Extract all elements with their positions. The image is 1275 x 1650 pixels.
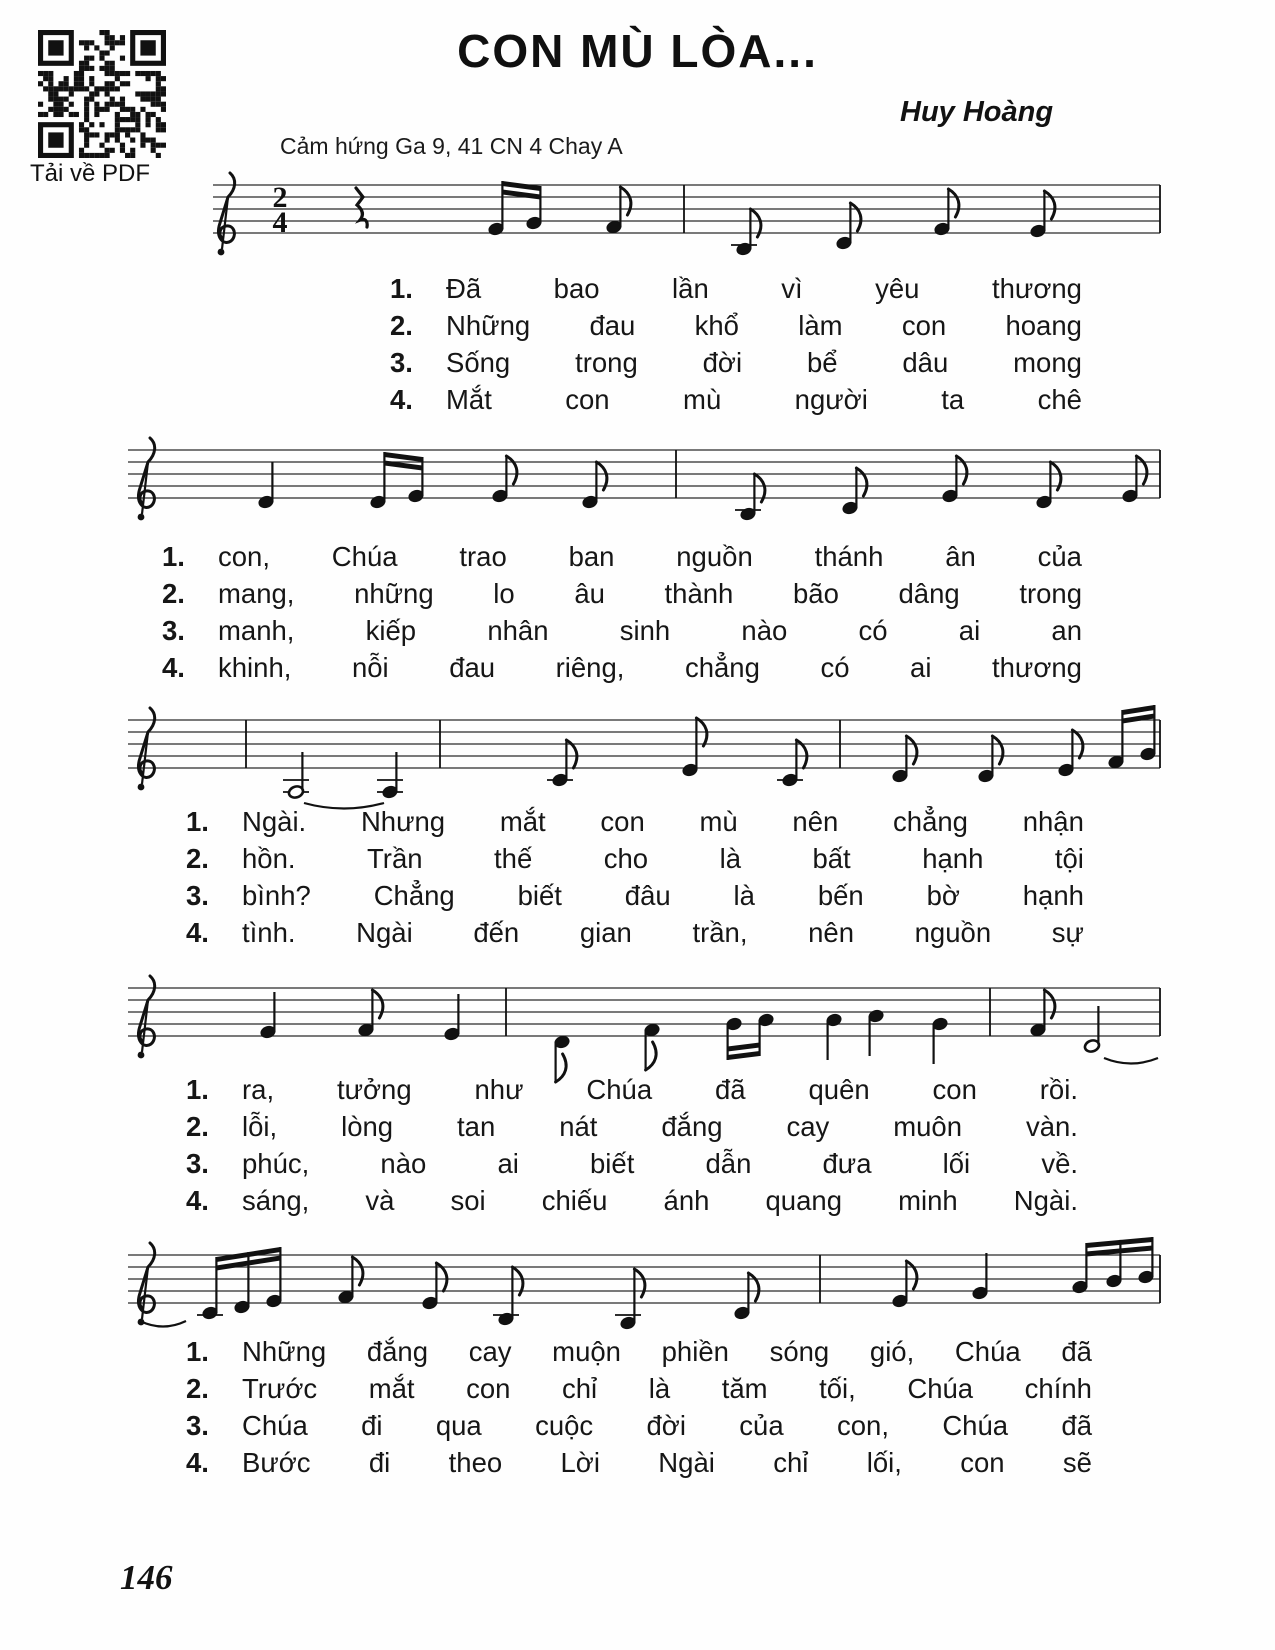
verse-number: 2. [186,1111,209,1142]
lyric-word: sẽ [1062,1447,1092,1478]
lyric-word: Chúa [907,1373,974,1404]
lyric-word: Lời [560,1447,600,1478]
verse-line [186,1108,1078,1145]
lyric-word: đến [473,917,520,948]
lyric-word: nên [792,806,839,837]
lyric-word: đã [1061,1336,1092,1367]
lyric-word: đời [646,1410,686,1441]
lyric-word: Chúa [954,1336,1021,1367]
lyric-word: ra, [242,1074,275,1105]
lyric-word: cuộc [535,1410,594,1441]
verse-number: 3. [162,615,185,646]
lyric-word: nỗi [351,652,389,683]
lyric-word: thành [664,578,734,609]
lyric-word: ai [910,652,932,683]
lyric-word: Ngài. [242,806,307,837]
lyric-word: yêu [875,273,920,304]
lyric-word: khinh, [218,652,292,683]
lyric-word: vì [781,273,803,304]
lyric-word: Trước [242,1373,318,1404]
lyric-word: con [466,1373,511,1404]
lyric-word: mong [1013,347,1082,378]
verse-block-4 [186,1071,1078,1219]
lyric-word: thương [991,273,1082,304]
lyric-word: bến [817,880,864,911]
lyric-word: bể [806,347,838,378]
verse-line [186,803,1084,840]
lyric-word: là [648,1373,671,1404]
verse-number: 1. [186,1074,209,1105]
lyric-word: Những [242,1336,327,1367]
lyric-word: Chúa [331,541,398,572]
verse-number: 1. [186,806,209,837]
lyric-word: lối, [866,1447,902,1478]
lyric-word: đi [368,1447,391,1478]
verse-line [162,538,1082,575]
lyric-word: Sống [446,347,511,378]
lyric-word: những [354,578,434,609]
lyric-word: vàn. [1025,1111,1078,1142]
lyric-word: Chẳng [373,880,455,911]
lyric-word: Trần [367,843,423,874]
lyric-word: như [474,1074,524,1105]
lyric-word: dâng [898,578,960,609]
lyric-word: bờ [926,880,960,911]
composer-name: Huy Hoàng [900,96,1054,128]
lyric-word: chính [1024,1373,1092,1404]
lyric-word: con, [218,541,270,572]
verse-number: 1. [162,541,185,572]
verse-line [186,1407,1092,1444]
lyric-word: con [600,806,645,837]
lyric-word: phúc, [242,1148,310,1179]
lyric-word: nguồn [676,541,753,572]
lyric-word: mắt [368,1373,415,1404]
svg-text:2: 2 [272,181,288,214]
lyric-word: đắng [661,1111,723,1142]
lyric-word: Bước [242,1447,311,1478]
lyric-word: đâu [624,880,671,911]
lyric-word: con [932,1074,977,1105]
lyric-word: Chúa [586,1074,653,1105]
lyric-word: tình. [242,917,296,948]
lyric-word: biết [517,880,562,911]
lyric-word: minh [898,1185,958,1216]
lyric-word: Mắt [446,384,492,415]
lyric-word: tưởng [336,1074,412,1105]
verse-line [390,381,1082,418]
verse-block-1 [390,270,1082,418]
verse-number: 3. [186,1148,209,1179]
lyric-word: mang, [218,578,295,609]
verse-number: 4. [162,652,185,683]
verse-line [186,877,1084,914]
verse-block-3 [186,803,1084,951]
lyric-word: phiền [661,1336,729,1367]
lyric-word: người [794,384,868,415]
lyric-word: đời [702,347,743,378]
verse-number: 4. [390,384,413,415]
inspiration-caption: Cảm hứng Ga 9, 41 CN 4 Chay A [280,133,623,159]
verse-number: 2. [186,843,209,874]
lyric-word: ban [568,541,615,572]
lyric-word: trong [1019,578,1082,609]
lyric-word: sáng, [242,1185,310,1216]
lyric-word: đã [1061,1410,1092,1441]
lyric-word: Ngài. [1013,1185,1078,1216]
lyric-word: ta [941,384,965,415]
lyric-word: Đã [446,273,482,304]
lyric-word: con, [836,1410,889,1441]
lyric-word: nên [808,917,855,948]
lyric-word: chiếu [541,1185,608,1216]
verse-line [186,1444,1092,1481]
lyric-word: biết [590,1148,635,1179]
lyric-word: trao [459,541,507,572]
lyric-word: con [960,1447,1005,1478]
lyric-word: đắng [366,1336,429,1367]
verse-line [186,1333,1092,1370]
lyric-word: nào [741,615,788,646]
lyric-word: Chúa [242,1410,308,1441]
verse-number: 4. [186,917,209,948]
lyric-word: thế [494,843,533,874]
lyric-word: và [365,1185,395,1216]
lyric-word: chẳng [893,806,968,837]
lyric-word: cay [786,1111,830,1142]
lyric-word: của [739,1410,784,1441]
verse-number: 3. [390,347,413,378]
lyric-word: lo [493,578,515,609]
verse-line [162,612,1082,649]
lyric-word: riêng, [555,652,625,683]
verse-line [390,270,1082,307]
svg-text:4: 4 [272,206,288,239]
verse-block-2 [162,538,1082,686]
lyric-word: nát [559,1111,598,1142]
lyric-word: manh, [218,615,295,646]
lyric-word: đau [449,652,496,683]
download-pdf-link[interactable]: Tải về PDF [30,160,151,187]
verse-number: 2. [162,578,185,609]
lyric-word: dâu [902,347,949,378]
lyric-word: chỉ [773,1447,809,1478]
verse-line [186,840,1084,877]
lyric-word: có [858,615,888,646]
lyric-word: về. [1041,1148,1078,1179]
lyric-word: muộn [552,1336,621,1367]
verse-number: 2. [186,1373,209,1404]
lyric-word: đưa [822,1148,872,1179]
lyric-word: nhân [487,615,549,646]
lyric-word: an [1051,615,1082,646]
lyric-word: là [733,880,755,911]
lyric-word: dẫn [705,1148,752,1179]
page-title: CON MÙ LÒA... [457,25,818,77]
lyric-word: lối [942,1148,971,1179]
lyric-word: trong [575,347,638,378]
lyric-word: chẳng [684,652,760,683]
lyric-word: nhận [1022,806,1084,837]
lyric-word: soi [450,1185,486,1216]
lyric-word: chê [1037,384,1082,415]
verse-number: 4. [186,1447,209,1478]
lyric-word: hạnh [922,843,984,874]
lyric-word: lần [672,273,709,304]
lyric-word: nào [380,1148,427,1179]
page-number: 146 [120,1558,173,1597]
lyric-word: sinh [619,615,671,646]
lyric-word: bão [792,578,839,609]
lyric-word: tội [1054,843,1084,874]
verse-block-5 [186,1333,1092,1481]
verse-line [162,575,1082,612]
lyric-word: rồi. [1039,1074,1078,1105]
verse-number: 4. [186,1185,209,1216]
lyric-word: cay [468,1336,512,1367]
lyric-word: Chúa [942,1410,1009,1441]
lyric-word: bao [553,273,600,304]
verse-line [186,1370,1092,1407]
lyric-word: ai [497,1148,519,1179]
verse-number: 1. [390,273,413,304]
lyric-word: đau [589,310,636,341]
lyric-word: hoang [1005,310,1082,341]
lyric-word: mù [683,384,722,415]
lyric-word: kiếp [365,615,417,646]
verse-number: 3. [186,880,209,911]
lyric-word: quang [765,1185,842,1216]
verse-line [186,1071,1078,1108]
lyric-word: ánh [663,1185,710,1216]
lyric-word: đi [361,1410,383,1441]
lyric-word: tan [457,1111,496,1142]
lyric-word: tăm [721,1373,768,1404]
lyric-word: nguồn [914,917,992,948]
lyric-word: Ngài [658,1447,715,1478]
lyric-word: làm [798,310,843,341]
lyric-word: mắt [499,806,546,837]
lyric-word: mù [699,806,738,837]
lyric-word: chỉ [562,1373,598,1404]
lyric-word: ai [958,615,981,646]
lyric-word: gió, [869,1336,915,1367]
lyric-word: gian [579,917,632,948]
lyric-word: quên [808,1074,870,1105]
lyric-word: có [820,652,850,683]
verse-line [186,914,1084,951]
lyric-word: đã [715,1074,746,1105]
verse-line [186,1145,1078,1182]
lyric-word: bình? [242,880,311,911]
lyric-word: thương [992,652,1082,683]
verse-number: 1. [186,1336,209,1367]
verse-line [390,307,1082,344]
lyric-word: lỗi, [242,1111,278,1142]
verse-line [390,344,1082,381]
lyric-word: Ngài [356,917,413,948]
lyric-word: hạnh [1022,880,1084,911]
lyric-word: muôn [893,1111,963,1142]
verse-number: 3. [186,1410,209,1441]
lyric-word: âu [574,578,605,609]
lyric-word: hồn. [242,843,296,874]
lyric-word: sự [1051,917,1084,948]
lyric-word: khổ [694,310,739,341]
lyric-word: trần, [692,917,748,948]
verse-line [162,649,1082,686]
lyric-word: con [565,384,610,415]
lyric-word: qua [435,1410,482,1441]
lyric-word: cho [603,843,649,874]
lyric-word: theo [448,1447,503,1478]
lyric-word: tối, [819,1373,856,1404]
lyric-word: của [1037,541,1082,572]
lyric-word: ân [945,541,976,572]
lyric-word: Những [446,310,531,341]
lyric-word: bất [812,843,851,874]
lyric-word: lòng [341,1111,394,1142]
lyric-word: thánh [814,541,884,572]
verse-number: 2. [390,310,413,341]
lyric-word: sóng [769,1336,830,1367]
lyric-word: con [901,310,947,341]
lyric-word: là [719,843,741,874]
lyric-word: Nhưng [360,806,446,837]
verse-line [186,1182,1078,1219]
